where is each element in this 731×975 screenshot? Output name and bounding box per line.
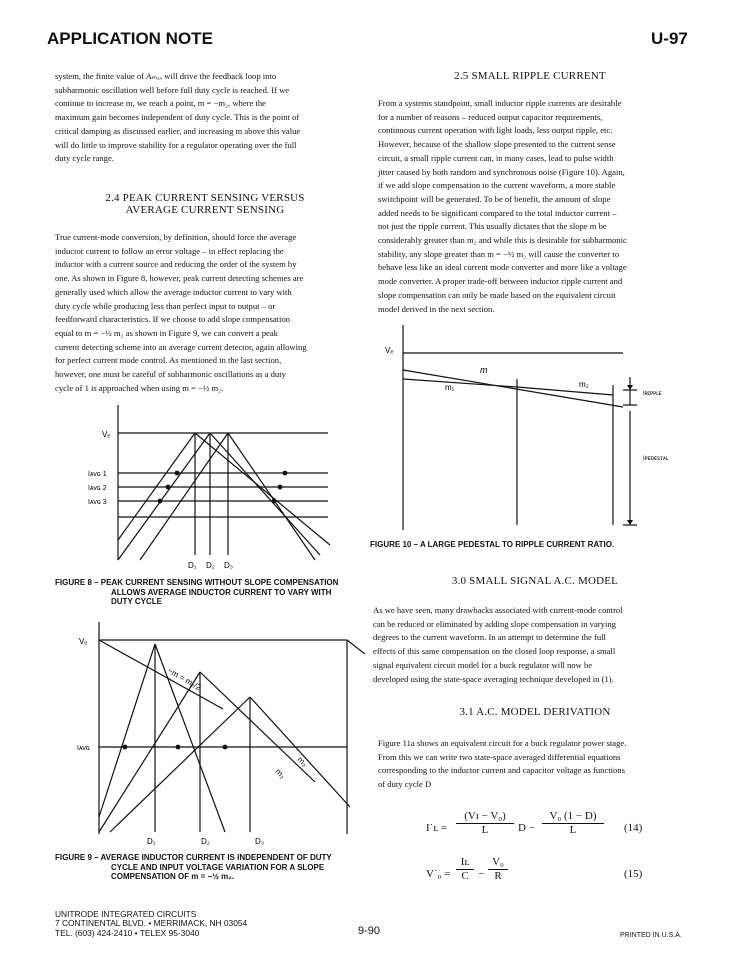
text-line: effects of this same compensation on the closed loop response, a small — [373, 646, 616, 657]
equation-operator: − — [478, 868, 485, 880]
figure-8-diagram — [80, 405, 340, 575]
numerator: V₀ — [488, 856, 508, 870]
page-number: 9-90 — [358, 925, 381, 937]
text-line: developed using the state-space averaging technique developed in (1). — [373, 673, 614, 684]
ramp-down-3 — [250, 697, 350, 807]
ramp-m1 — [403, 379, 517, 387]
text-line: of duty cycle D — [378, 779, 432, 790]
text-line: not just the ripple current. This usually dictates that the slope m be — [378, 221, 607, 232]
section-heading-3-1: 3.1 A.C. MODEL DERIVATION — [459, 706, 611, 718]
text-line: for perfect current mode control. As mentioned in the last section, — [55, 355, 282, 366]
label-d3: D₃ — [224, 561, 234, 570]
ve-tail — [347, 640, 365, 654]
figure-9-diagram — [75, 622, 365, 847]
label-iavg3: Iᴀᴠɢ 3 — [88, 499, 107, 506]
caption-line: CYCLE AND INPUT VOLTAGE VARIATION FOR A SLOPE — [111, 862, 325, 872]
text-line: circuit, a small ripple current can, in many cases, lead to pulse width — [378, 152, 614, 163]
equation-number: (15) — [624, 868, 643, 880]
text-line: inductor with a current source and reducing the order of the system by — [55, 259, 297, 270]
fraction — [488, 856, 508, 882]
ramp-down-3 — [228, 433, 315, 560]
ramp-down-2 — [200, 672, 315, 782]
caption-line: DUTY CYCLE — [111, 597, 162, 606]
compensation-slope-line — [99, 640, 223, 709]
text-line: however, one must be careful of subharmonic oscillations as a duty — [55, 369, 286, 380]
label-ve: Vₑ — [385, 346, 394, 355]
text-line: one. As shown in Figure 8, however, peak current detecting schemes are — [55, 273, 304, 284]
paragraph-ripple-current — [378, 97, 688, 316]
text-line: continue to increase m, we reach a point, m = −m₂, where the — [55, 98, 266, 109]
label-m2-b: m₂ — [273, 767, 287, 781]
text-line: duty cycle while producing less than perfect input to output – or — [55, 300, 276, 311]
intersection-dot — [223, 745, 228, 750]
equation-lhs: I˙ʟ = — [426, 822, 448, 834]
caption-line: FIGURE 8 – PEAK CURRENT SENSING WITHOUT SLOPE COMPENSATION — [55, 578, 339, 587]
intersection-dot — [272, 499, 277, 504]
label-iavg1: Iᴀᴠɢ 1 — [88, 471, 107, 478]
text-line: jitter caused by both random and synchronous noise (Figure 10). Again, — [378, 166, 625, 177]
footer-line: TEL. (603) 424-2410 • TELEX 95-3040 — [55, 927, 200, 938]
fraction — [542, 810, 604, 836]
paragraph-subharmonic — [55, 70, 355, 166]
label-d3: D₃ — [255, 837, 265, 846]
label-m2-a: m₂ — [295, 755, 309, 769]
intersection-dot — [283, 471, 288, 476]
numerator: (Vɪ − V₀) — [456, 810, 514, 824]
printed-in: PRINTED IN U.S.A. — [620, 932, 682, 939]
text-line: maximum gain becomes independent of duty cycle. This is the point of — [55, 112, 300, 123]
figure-10-caption: FIGURE 10 – A LARGE PEDESTAL TO RIPPLE CURRENT RATIO. — [370, 540, 615, 549]
section-heading-3-0: 3.0 SMALL SIGNAL A.C. MODEL — [451, 575, 619, 587]
numerator: Iʟ — [456, 856, 474, 870]
text-line: True current-mode conversion, by definition, should force the average — [55, 232, 297, 242]
text-line: subharmonic oscillation well before full duty cycle is reached. If we — [55, 84, 290, 95]
paragraph-peak-sensing — [55, 231, 355, 395]
caption-line: FIGURE 9 – AVERAGE INDUCTOR CURRENT IS INDEPENDENT OF DUTY — [55, 853, 332, 862]
footer-line: 7 CONTINENTAL BLVD. • MERRIMACK, NH 03054 — [55, 918, 248, 929]
equation-operator: D − — [518, 822, 535, 834]
page-code: U-97 — [651, 29, 688, 48]
caption-line: COMPENSATION OF m = −½ m₂. — [111, 872, 234, 881]
section-heading-2-4 — [55, 192, 355, 216]
text-line: corresponding to the inductor current and capacitor voltage as functions — [378, 765, 625, 776]
label-d2: D₂ — [206, 561, 215, 570]
label-d1: D₁ — [188, 561, 197, 570]
text-line: slope compensation can only be made based on the equivalent circuit — [378, 289, 616, 300]
intersection-dot — [123, 745, 128, 750]
ramp-up-2 — [118, 433, 210, 560]
text-line: can be reduced or eliminated by adding slope compensation in varying — [373, 618, 616, 629]
text-line: continuous current operation with light loads, less output ripple, etc. — [378, 125, 613, 136]
text-line: critical damping as discussed earlier, and increasing m above this value — [55, 125, 301, 136]
text-line: behave less like an ideal current mode converter and more like a voltage — [378, 262, 627, 273]
label-m1: m₁ — [445, 383, 455, 392]
label-d2: D₂ — [201, 837, 210, 846]
intersection-dot — [166, 485, 171, 490]
text-line: signal equivalent circuit model for a buck regulator will now be — [373, 659, 593, 670]
denominator: C — [461, 870, 469, 882]
footer-company — [55, 910, 247, 938]
ramp-up-2 — [99, 672, 200, 832]
denominator: L — [569, 824, 577, 836]
text-line: From a systems standpoint, small inductor ripple currents are desirable — [378, 98, 622, 108]
compensated-slope-line — [403, 370, 623, 407]
label-d1: D₁ — [147, 837, 156, 846]
text-line: feedforward characteristics. If we choose to add slope compensation — [55, 314, 291, 325]
text-line: From this we can write two state-space averaged differential equations — [378, 751, 621, 762]
label-iavg2: Iᴀᴠɢ 2 — [88, 485, 107, 492]
label-iavg: Iᴀᴠɢ — [77, 745, 90, 752]
label-ve: Vₑ — [102, 430, 111, 439]
text-line: added needs to be significant compared to the total inductor current – — [378, 207, 617, 218]
text-line: duty cycle range. — [55, 153, 114, 164]
equation-14 — [426, 810, 686, 846]
text-line: generally used which allow the average inductor current to vary with — [55, 286, 292, 297]
text-line: cycle of 1 is approached when using m = −½ m₂. — [55, 382, 224, 393]
text-line: if we add slope compensation to the current waveform, a more stable — [378, 180, 616, 191]
section-heading-2-5: 2.5 SMALL RIPPLE CURRENT — [454, 70, 606, 82]
label-ve: Vₑ — [79, 637, 88, 646]
heading-line: AVERAGE CURRENT SENSING — [125, 204, 285, 216]
denominator: R — [494, 870, 502, 882]
text-line: mode converter. A proper trade-off between inductor ripple current and — [378, 276, 623, 287]
ramp-up-1 — [99, 644, 155, 817]
numerator: V₀ (1 − D) — [542, 810, 604, 824]
label-slope: −m = m₂/2 — [166, 665, 203, 693]
equation-15 — [426, 856, 686, 892]
text-line: model derived in the next section. — [378, 303, 495, 314]
intersection-dot — [158, 499, 163, 504]
header-title: APPLICATION NOTE — [47, 29, 213, 48]
text-line: degrees to the current waveform. In an attempt to determine the full — [373, 632, 606, 643]
text-line: inductor current to follow an error voltage – in effect replacing the — [55, 245, 284, 256]
text-line: stability, any slope greater than m = −½ m₂ will cause the converter to — [378, 248, 619, 259]
ramp-down-1 — [155, 644, 225, 832]
paragraph-small-signal — [373, 604, 683, 686]
equation-number: (14) — [624, 822, 643, 834]
arrow-head — [627, 385, 633, 390]
label-iripple: Iʀɪᴘᴘʟᴇ — [643, 391, 662, 397]
intersection-dot — [278, 485, 283, 490]
arrow-head — [627, 520, 633, 525]
text-line: switchpoint will be generated. To be of benefit, the amount of slope — [378, 193, 611, 204]
text-line: considerably greater than m₂ and while this is desirable for subharmonic — [378, 235, 627, 246]
text-line: system, the finite value of Aₘₐₓ will drive the feedback loop into — [55, 71, 277, 81]
caption-line: ALLOWS AVERAGE INDUCTOR CURRENT TO VARY WITH — [111, 587, 332, 597]
label-m2: m₂ — [579, 380, 589, 389]
text-line: However, because of the shallow slope presented to the current sense — [378, 139, 616, 150]
figure-8-caption — [55, 578, 338, 607]
ramp-down-2 — [210, 433, 320, 555]
label-ipedestal: Iᴘᴇᴅᴇꜱᴛᴀʟ — [643, 456, 669, 462]
ramp-up-3 — [140, 433, 228, 560]
intersection-dot — [176, 745, 181, 750]
figure-10-diagram — [385, 325, 685, 537]
intersection-dot — [175, 471, 180, 476]
figure-9-caption — [55, 853, 332, 882]
fraction — [456, 856, 474, 882]
paragraph-model-derivation — [378, 737, 688, 792]
text-line: will do little to improve stability for a regulator operating over the full — [55, 139, 297, 150]
heading-line: 2.4 PEAK CURRENT SENSING VERSUS — [105, 192, 305, 204]
text-line: equal to m = −½ m₂ as shown in Figure 9, we can convert a peak — [55, 327, 278, 338]
text-line: current detecting scheme into an average current detector, again allowing — [55, 341, 307, 352]
fraction — [456, 810, 514, 836]
text-line: As we have seen, many drawbacks associated with current-mode control — [373, 605, 623, 615]
ramp-down-1 — [195, 433, 330, 545]
text-line: Figure 11a shows an equivalent circuit for a buck regulator power stage. — [378, 738, 627, 748]
equation-lhs: V˙₀ = — [426, 868, 451, 880]
footer-line: UNITRODE INTEGRATED CIRCUITS — [55, 909, 197, 919]
text-line: for a number of reasons – reduced output capacitor requirements, — [378, 111, 603, 122]
denominator: L — [481, 824, 489, 836]
label-m: m — [480, 365, 488, 375]
